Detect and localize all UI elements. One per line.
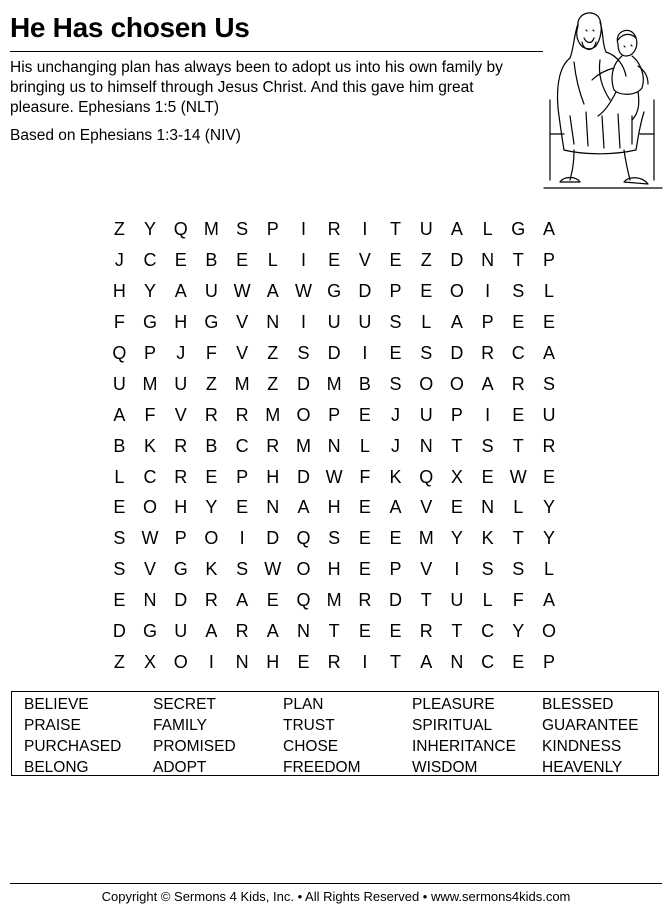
grid-letter: H [112, 281, 126, 302]
grid-letter: H [266, 466, 280, 487]
grid-letter: U [358, 312, 372, 333]
grid-letter: U [112, 373, 126, 394]
scripture-text: His unchanging plan has always been to adopt us into his own family by bringing us to himself through Jesus Christ. And this gave him great pleasure. Ephesians 1:5 (NLT) [10, 59, 503, 116]
title-divider [10, 51, 543, 52]
word-bank-column [283, 694, 361, 778]
grid-letter: P [450, 404, 463, 425]
grid-letter: M [418, 528, 434, 549]
word-bank-word: FREEDOM [283, 759, 361, 776]
grid-letter: K [481, 528, 494, 549]
grid-letter: L [543, 281, 554, 302]
grid-letter: T [512, 528, 524, 549]
grid-letter: S [236, 559, 249, 580]
grid-letter: R [174, 466, 188, 487]
grid-letter: R [358, 590, 372, 611]
grid-letter: E [542, 312, 555, 333]
word-bank-column [153, 694, 236, 778]
grid-letter: I [239, 528, 245, 549]
grid-letter: P [542, 250, 555, 271]
grid-letter: R [174, 435, 188, 456]
word-bank-word: CHOSE [283, 738, 339, 755]
grid-letter: D [450, 343, 464, 363]
grid-letter: A [481, 373, 494, 394]
grid-letter: R [235, 621, 249, 642]
grid-letter: P [236, 466, 249, 487]
grid-letter: H [174, 312, 188, 333]
grid-letter: B [205, 435, 218, 456]
word-bank-word: ADOPT [153, 759, 207, 776]
grid-row [104, 399, 564, 430]
word-bank-word: INHERITANCE [412, 738, 516, 755]
grid-letter: L [513, 497, 524, 518]
grid-letter: E [236, 497, 249, 518]
grid-letter: N [296, 621, 310, 642]
grid-letter: O [204, 528, 219, 549]
grid-letter: K [389, 466, 402, 487]
grid-letter: E [328, 250, 341, 271]
word-bank [11, 691, 659, 776]
grid-row [104, 461, 564, 492]
grid-row [104, 646, 564, 677]
grid-letter: I [300, 219, 306, 240]
footer-divider [10, 883, 662, 884]
grid-letter: I [362, 651, 368, 672]
grid-letter: C [143, 466, 157, 487]
grid-letter: E [358, 497, 371, 518]
grid-letter: M [234, 373, 250, 394]
grid-letter: H [266, 651, 280, 672]
grid-letter: A [450, 312, 463, 333]
grid-letter: W [264, 559, 282, 580]
word-bank-word: SPIRITUAL [412, 717, 493, 734]
grid-letter: I [485, 281, 491, 302]
grid-letter: A [266, 621, 279, 642]
grid-letter: P [328, 404, 341, 425]
grid-letter: R [235, 404, 249, 425]
grid-letter: K [205, 559, 218, 580]
grid-letter: L [267, 250, 278, 271]
grid-letter: I [485, 404, 491, 425]
grid-letter: P [389, 281, 402, 302]
grid-letter: I [208, 651, 214, 672]
grid-letter: G [173, 559, 188, 580]
grid-row [104, 585, 564, 616]
grid-letter: R [327, 651, 341, 672]
grid-letter: T [420, 590, 432, 611]
grid-letter: L [482, 219, 493, 240]
grid-letter: E [174, 250, 187, 271]
grid-letter: S [389, 312, 402, 333]
grid-letter: E [542, 466, 555, 487]
grid-letter: S [113, 528, 126, 549]
grid-letter: D [389, 590, 403, 611]
grid-letter: V [144, 559, 157, 580]
word-bank-word: PURCHASED [24, 738, 122, 755]
grid-letter: G [204, 312, 219, 333]
grid-letter: L [482, 590, 493, 611]
grid-letter: Q [296, 590, 311, 611]
grid-letter: O [449, 281, 464, 302]
grid-letter: D [327, 343, 341, 363]
grid-letter: E [266, 590, 279, 611]
grid-row [104, 245, 564, 276]
grid-letter: R [327, 219, 341, 240]
grid-letter: E [358, 621, 371, 642]
grid-letter: P [266, 219, 279, 240]
grid-letter: A [297, 497, 310, 518]
jesus-with-child-illustration [540, 4, 666, 196]
grid-letter: O [296, 559, 311, 580]
grid-letter: F [113, 312, 125, 333]
grid-letter: N [327, 435, 341, 456]
grid-letter: S [512, 559, 525, 580]
grid-letter: C [511, 343, 525, 363]
grid-letter: R [204, 404, 218, 425]
grid-letter: M [265, 404, 281, 425]
grid-letter: J [391, 435, 401, 456]
grid-letter: E [512, 312, 525, 333]
grid-letter: E [389, 343, 402, 363]
grid-row [104, 368, 564, 399]
grid-letter: Y [542, 497, 555, 518]
grid-letter: S [297, 343, 310, 363]
grid-letter: A [542, 343, 555, 363]
grid-letter: M [326, 373, 342, 394]
grid-letter: R [204, 590, 218, 611]
grid-letter: I [300, 312, 306, 333]
grid-letter: C [481, 651, 495, 672]
grid-letter: I [300, 250, 306, 271]
grid-letter: Q [112, 343, 127, 363]
grid-row [104, 307, 564, 338]
grid-row [104, 214, 564, 245]
grid-letter: Y [450, 528, 463, 549]
grid-letter: A [389, 497, 402, 518]
grid-letter: E [450, 497, 463, 518]
copyright-footer: Copyright © Sermons 4 Kids, Inc. • All Rights Reserved • www.sermons4kids.com [101, 889, 571, 904]
grid-letter: T [390, 651, 402, 672]
grid-letter: C [481, 621, 495, 642]
grid-letter: E [389, 528, 402, 549]
grid-letter: M [203, 219, 219, 240]
grid-letter: T [451, 621, 463, 642]
word-bank-word: FAMILY [153, 717, 207, 734]
grid-letter: G [143, 621, 158, 642]
word-bank-word: PLAN [283, 696, 324, 713]
grid-letter: P [542, 651, 555, 672]
grid-letter: U [327, 312, 341, 333]
grid-letter: U [419, 404, 433, 425]
grid-letter: B [113, 435, 126, 456]
grid-letter: U [450, 590, 464, 611]
word-bank-column [24, 694, 121, 778]
grid-letter: I [454, 559, 460, 580]
grid-letter: K [144, 435, 157, 456]
grid-letter: A [450, 219, 463, 240]
grid-letter: G [143, 312, 158, 333]
grid-letter: Y [542, 528, 555, 549]
grid-row [104, 523, 564, 554]
grid-letter: C [235, 435, 249, 456]
grid-letter: Y [512, 621, 525, 642]
grid-letter: Z [113, 219, 125, 240]
grid-letter: E [420, 281, 433, 302]
grid-letter: Z [420, 250, 432, 271]
grid-row [104, 554, 564, 585]
grid-letter: Q [173, 219, 188, 240]
grid-letter: S [420, 343, 433, 363]
grid-letter: N [143, 590, 157, 611]
scripture-source: Based on Ephesians 1:3-14 (NIV) [10, 127, 241, 144]
grid-letter: Z [267, 373, 279, 394]
grid-letter: D [358, 281, 372, 302]
grid-letter: R [419, 621, 433, 642]
grid-letter: E [358, 559, 371, 580]
grid-letter: J [391, 404, 401, 425]
grid-letter: S [512, 281, 525, 302]
grid-letter: U [174, 621, 188, 642]
grid-letter: V [420, 497, 433, 518]
grid-letter: X [144, 651, 157, 672]
grid-letter: N [266, 312, 280, 333]
grid-letter: S [389, 373, 402, 394]
page-title: He Has chosen Us [10, 12, 250, 43]
grid-letter: D [174, 590, 188, 611]
grid-letter: S [328, 528, 341, 549]
grid-letter: W [509, 466, 527, 487]
grid-letter: E [358, 528, 371, 549]
word-bank-word: BELIEVE [24, 696, 89, 713]
word-bank-word: TRUST [283, 717, 335, 734]
grid-letter: N [419, 435, 433, 456]
grid-letter: O [419, 373, 434, 394]
grid-letter: N [266, 497, 280, 518]
grid-letter: O [143, 497, 158, 518]
grid-letter: W [141, 528, 159, 549]
grid-letter: D [450, 250, 464, 271]
grid-letter: Z [205, 373, 217, 394]
grid-letter: T [512, 435, 524, 456]
grid-letter: E [358, 404, 371, 425]
grid-letter: A [420, 651, 433, 672]
word-bank-word: PLEASURE [412, 696, 495, 713]
grid-letter: T [451, 435, 463, 456]
grid-row [104, 430, 564, 461]
grid-letter: Q [419, 466, 434, 487]
word-bank-word: BLESSED [542, 696, 614, 713]
grid-letter: A [542, 590, 555, 611]
grid-letter: O [541, 621, 556, 642]
grid-letter: V [420, 559, 433, 580]
grid-letter: F [512, 590, 524, 611]
grid-letter: Z [113, 651, 125, 672]
grid-letter: L [421, 312, 432, 333]
grid-letter: O [296, 404, 311, 425]
grid-letter: P [174, 528, 187, 549]
word-bank-word: SECRET [153, 696, 216, 713]
grid-letter: R [542, 435, 556, 456]
grid-letter: T [328, 621, 340, 642]
grid-letter: W [325, 466, 343, 487]
grid-letter: J [176, 343, 186, 363]
grid-letter: P [144, 343, 157, 363]
grid-letter: H [327, 497, 341, 518]
word-bank-column [542, 694, 638, 778]
grid-letter: A [542, 219, 555, 240]
grid-letter: N [450, 651, 464, 672]
grid-letter: E [481, 466, 494, 487]
grid-letter: U [174, 373, 188, 394]
grid-letter: L [543, 559, 554, 580]
word-bank-word: KINDNESS [542, 738, 622, 755]
grid-letter: D [266, 528, 280, 549]
grid-letter: H [327, 559, 341, 580]
grid-letter: Y [205, 497, 218, 518]
word-search-grid [104, 214, 564, 677]
grid-letter: F [359, 466, 371, 487]
grid-letter: O [449, 373, 464, 394]
word-bank-word: GUARANTEE [542, 717, 639, 734]
grid-letter: X [450, 466, 463, 487]
grid-letter: S [481, 435, 494, 456]
grid-row [104, 338, 564, 369]
grid-letter: Q [296, 528, 311, 549]
grid-letter: M [142, 373, 158, 394]
grid-letter: W [294, 281, 312, 302]
word-bank-word: PROMISED [153, 738, 236, 755]
grid-letter: N [481, 250, 495, 271]
grid-letter: Y [144, 281, 157, 302]
word-bank-column [412, 694, 516, 778]
grid-letter: U [542, 404, 556, 425]
grid-letter: S [113, 559, 126, 580]
grid-row [104, 276, 564, 307]
grid-letter: P [389, 559, 402, 580]
grid-letter: T [512, 250, 524, 271]
grid-letter: E [389, 621, 402, 642]
word-bank-word: BELONG [24, 759, 89, 776]
grid-letter: G [511, 219, 526, 240]
grid-letter: V [358, 250, 371, 271]
grid-letter: B [358, 373, 371, 394]
word-bank-word: WISDOM [412, 759, 478, 776]
grid-letter: V [174, 404, 187, 425]
grid-letter: S [236, 219, 249, 240]
grid-letter: E [512, 651, 525, 672]
grid-letter: C [143, 250, 157, 271]
grid-letter: E [389, 250, 402, 271]
grid-letter: I [362, 219, 368, 240]
grid-letter: J [114, 250, 124, 271]
grid-letter: V [236, 312, 249, 333]
word-bank-word: PRAISE [24, 717, 81, 734]
grid-letter: E [113, 590, 126, 611]
grid-letter: S [481, 559, 494, 580]
grid-letter: E [113, 497, 126, 518]
grid-letter: A [266, 281, 279, 302]
grid-letter: Z [267, 343, 279, 363]
grid-letter: S [542, 373, 555, 394]
grid-letter: D [296, 466, 310, 487]
grid-letter: E [512, 404, 525, 425]
grid-letter: D [112, 621, 126, 642]
grid-letter: N [235, 651, 249, 672]
grid-letter: D [296, 373, 310, 394]
grid-letter: M [326, 590, 342, 611]
grid-letter: R [511, 373, 525, 394]
grid-letter: R [266, 435, 280, 456]
grid-letter: Y [144, 219, 157, 240]
grid-letter: I [362, 343, 368, 363]
grid-letter: U [419, 219, 433, 240]
grid-letter: O [173, 651, 188, 672]
grid-letter: A [236, 590, 249, 611]
grid-letter: E [236, 250, 249, 271]
grid-letter: F [144, 404, 156, 425]
grid-letter: V [236, 343, 249, 363]
grid-letter: T [390, 219, 402, 240]
grid-letter: R [481, 343, 495, 363]
grid-letter: N [481, 497, 495, 518]
grid-letter: A [174, 281, 187, 302]
grid-letter: E [297, 651, 310, 672]
grid-row [104, 616, 564, 647]
grid-letter: G [327, 281, 342, 302]
grid-letter: W [233, 281, 251, 302]
grid-letter: F [205, 343, 217, 363]
grid-letter: L [359, 435, 370, 456]
grid-letter: A [113, 404, 126, 425]
grid-letter: P [481, 312, 494, 333]
grid-letter: B [205, 250, 218, 271]
grid-letter: M [295, 435, 311, 456]
word-bank-word: HEAVENLY [542, 759, 623, 776]
grid-letter: E [205, 466, 218, 487]
grid-letter: H [174, 497, 188, 518]
grid-letter: L [114, 466, 125, 487]
grid-letter: A [205, 621, 218, 642]
grid-row [104, 492, 564, 523]
grid-letter: U [204, 281, 218, 302]
